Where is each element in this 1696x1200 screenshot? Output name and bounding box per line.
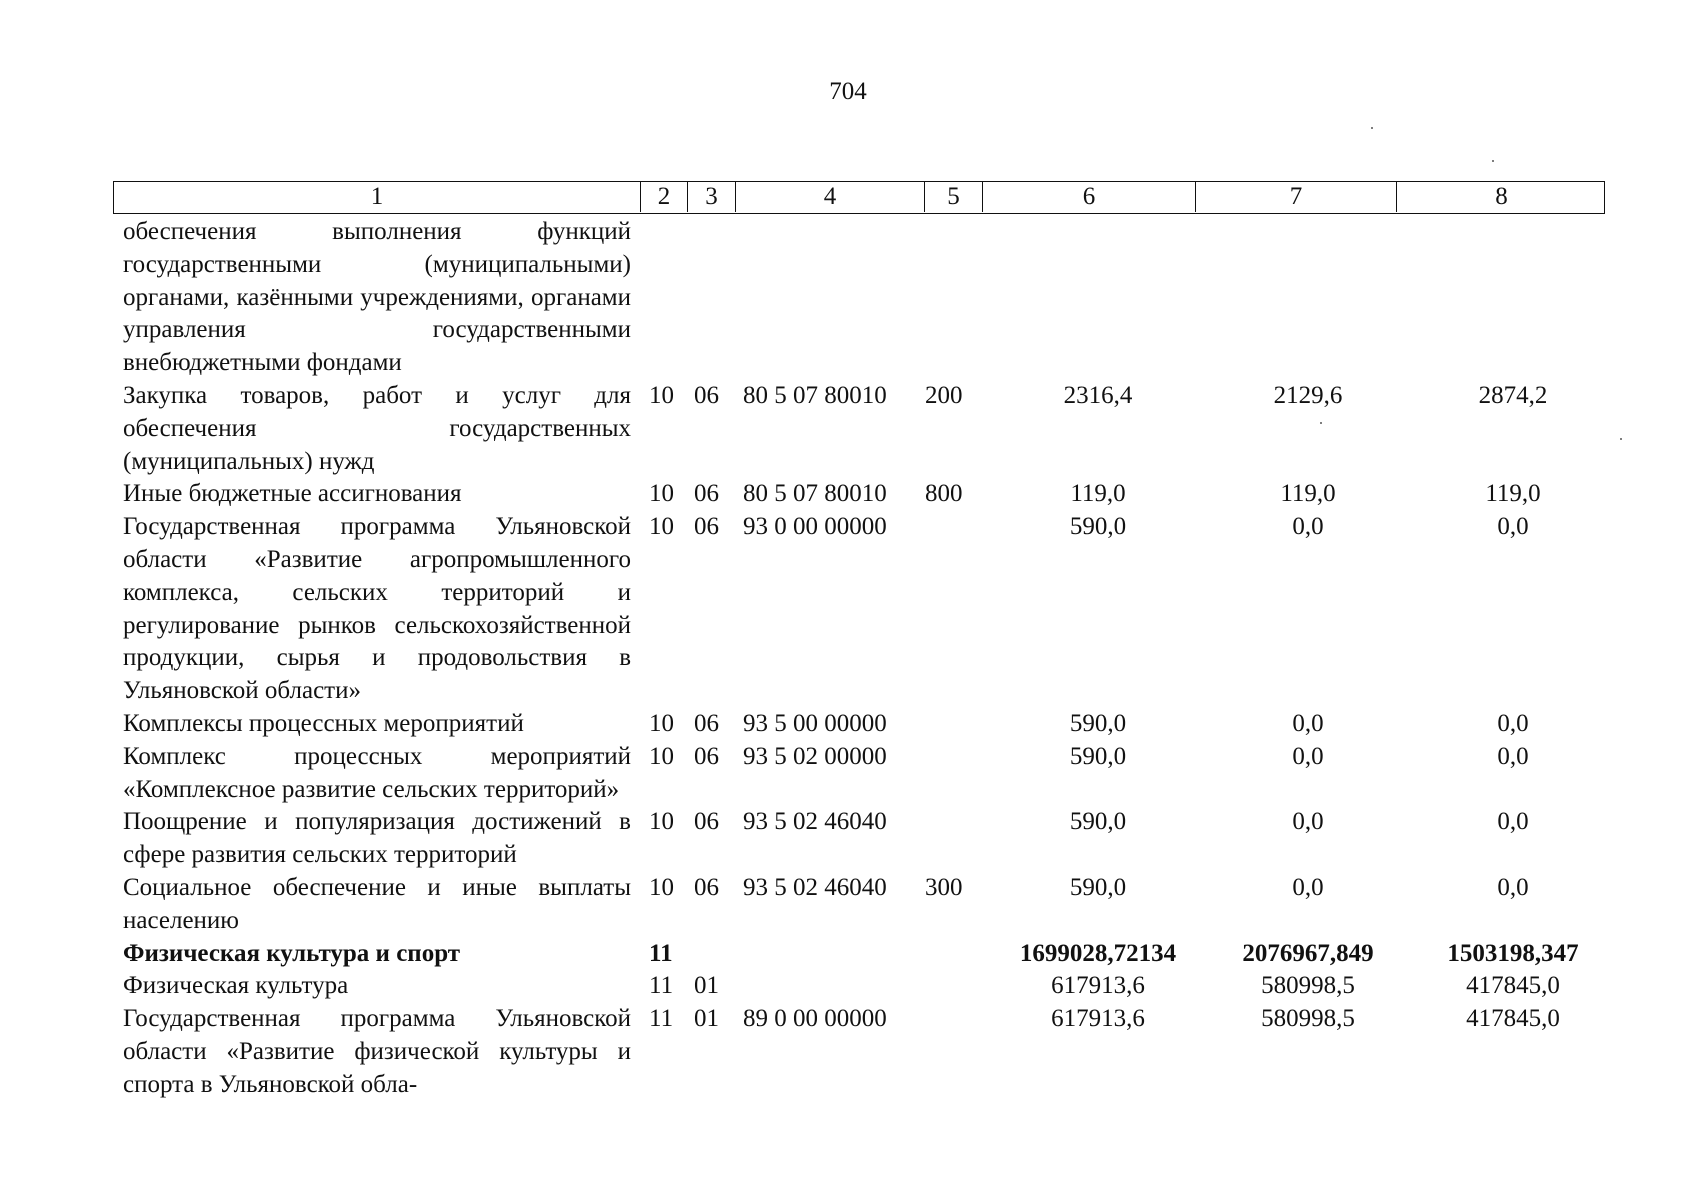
- row-cell-c3: 06: [694, 742, 719, 770]
- row-cell-c7: 580998,5: [1261, 1005, 1355, 1033]
- row-name: Государственная программа Ульяновской области «Развитие агропромышленного комплекса, сельских территорий и регулирование рынков сельскохозяйственной продукции, сырья и продовольствия в Ульяновской области»: [123, 513, 631, 705]
- row-cell-c8: 417845,0: [1466, 1005, 1560, 1033]
- row-cell-c6: 590,0: [1069, 808, 1127, 836]
- header-col-5: 5: [924, 182, 982, 212]
- row-cell-c2: 10: [649, 873, 674, 901]
- row-name: Закупка товаров, работ и услуг для обеспечения государственных (муниципальных) нужд: [123, 381, 631, 475]
- row-cell-c7: 0,0: [1292, 742, 1324, 770]
- table-row: [123, 1003, 1603, 1101]
- row-cell-c8: 0,0: [1497, 742, 1529, 770]
- row-cell-c7: 119,0: [1280, 480, 1336, 508]
- row-cell-c2: 11: [649, 939, 673, 967]
- row-cell-c6: 617913,6: [1051, 972, 1145, 1000]
- row-cell-c4: 93 5 02 46040: [743, 873, 887, 901]
- row-cell-c2: 10: [649, 808, 674, 836]
- table-row: [123, 708, 1603, 741]
- row-name: Физическая культура и спорт: [123, 939, 461, 967]
- row-name: Государственная программа Ульяновской области «Развитие физической культуры и спорта в Ульяновской обла-: [123, 1005, 631, 1098]
- table-row: [123, 511, 1603, 708]
- header-col-3: 3: [687, 182, 735, 212]
- row-name: Социальное обеспечение и иные выплаты населению: [123, 873, 631, 934]
- table-row: [123, 478, 1603, 511]
- table-row: [123, 872, 1603, 938]
- row-cell-c6: 590,0: [1069, 873, 1127, 901]
- row-name: Иные бюджетные ассигнования: [123, 480, 462, 508]
- row-cell-c2: 10: [649, 513, 674, 541]
- header-col-8: 8: [1396, 182, 1606, 212]
- row-name: обеспечения выполнения функций государственными (муниципальными) органами, казёнными учреждениями, органами управления государственными внебюджетными фондами: [123, 218, 631, 377]
- row-cell-c3: 01: [694, 1005, 719, 1033]
- scan-speck: [1620, 438, 1622, 440]
- row-cell-c4: 93 5 02 46040: [743, 808, 887, 836]
- row-name: Физическая культура: [123, 972, 349, 1000]
- header-col-6: 6: [982, 182, 1195, 212]
- row-cell-c5: 300: [925, 873, 963, 901]
- row-cell-c3: 06: [694, 873, 719, 901]
- page-number: 704: [829, 78, 867, 105]
- row-cell-c7: 2076967,849: [1242, 939, 1374, 967]
- table-row: [123, 806, 1603, 872]
- row-name: Комплексы процессных мероприятий: [123, 709, 524, 737]
- table-row: [123, 741, 1603, 807]
- row-cell-c6: 617913,6: [1051, 1005, 1145, 1033]
- table-header: [113, 181, 1605, 214]
- row-cell-c8: 0,0: [1497, 709, 1529, 737]
- table-body: [123, 216, 1603, 1102]
- row-cell-c5: 800: [925, 480, 963, 508]
- row-cell-c3: 06: [694, 808, 719, 836]
- row-cell-c6: 119,0: [1070, 480, 1126, 508]
- row-cell-c4: 93 5 02 00000: [743, 742, 887, 770]
- table-row: [123, 938, 1603, 971]
- row-name: Поощрение и популяризация достижений в сфере развития сельских территорий: [123, 808, 631, 869]
- row-cell-c3: 06: [694, 709, 719, 737]
- row-cell-c2: 10: [649, 480, 674, 508]
- table-row: [123, 380, 1603, 478]
- row-cell-c2: 10: [649, 381, 674, 409]
- scan-speck: [1492, 160, 1494, 162]
- row-cell-c4: 80 5 07 80010: [743, 480, 887, 508]
- row-cell-c4: 93 0 00 00000: [743, 513, 887, 541]
- row-cell-c2: 11: [649, 972, 674, 1000]
- row-cell-c8: 1503198,347: [1447, 939, 1579, 967]
- row-cell-c8: 417845,0: [1466, 972, 1560, 1000]
- row-cell-c7: 0,0: [1292, 808, 1324, 836]
- scan-speck: [1320, 422, 1322, 424]
- row-cell-c7: 580998,5: [1261, 972, 1355, 1000]
- row-cell-c2: 10: [649, 709, 674, 737]
- row-cell-c6: 1699028,72134: [1019, 939, 1177, 967]
- row-cell-c4: 93 5 00 00000: [743, 709, 887, 737]
- header-col-2: 2: [640, 182, 687, 212]
- row-name: Комплекс процессных мероприятий «Комплексное развитие сельских территорий»: [123, 742, 631, 803]
- row-cell-c8: 2874,2: [1478, 381, 1548, 409]
- row-cell-c6: 590,0: [1069, 709, 1127, 737]
- row-cell-c3: 06: [694, 381, 719, 409]
- row-cell-c8: 0,0: [1497, 873, 1529, 901]
- row-cell-c6: 590,0: [1069, 742, 1127, 770]
- row-cell-c3: 06: [694, 480, 719, 508]
- row-cell-c3: 01: [694, 972, 719, 1000]
- row-cell-c7: 0,0: [1292, 513, 1324, 541]
- row-cell-c8: 119,0: [1485, 480, 1541, 508]
- row-cell-c3: 06: [694, 513, 719, 541]
- row-cell-c2: 10: [649, 742, 674, 770]
- row-cell-c6: 590,0: [1069, 513, 1127, 541]
- row-cell-c7: 0,0: [1292, 873, 1324, 901]
- row-cell-c4: 80 5 07 80010: [743, 381, 887, 409]
- header-col-1: 1: [370, 183, 384, 210]
- header-col-4: 4: [735, 182, 924, 212]
- header-col-7: 7: [1195, 182, 1396, 212]
- row-cell-c8: 0,0: [1497, 513, 1529, 541]
- row-cell-c5: 200: [925, 381, 963, 409]
- scan-speck: [1371, 127, 1373, 129]
- row-cell-c6: 2316,4: [1063, 381, 1133, 409]
- row-cell-c7: 0,0: [1292, 709, 1324, 737]
- row-cell-c4: 89 0 00 00000: [743, 1005, 887, 1033]
- row-cell-c8: 0,0: [1497, 808, 1529, 836]
- row-cell-c7: 2129,6: [1273, 381, 1343, 409]
- table-row: [123, 216, 1603, 380]
- table-row: [123, 970, 1603, 1003]
- row-cell-c2: 11: [649, 1005, 674, 1033]
